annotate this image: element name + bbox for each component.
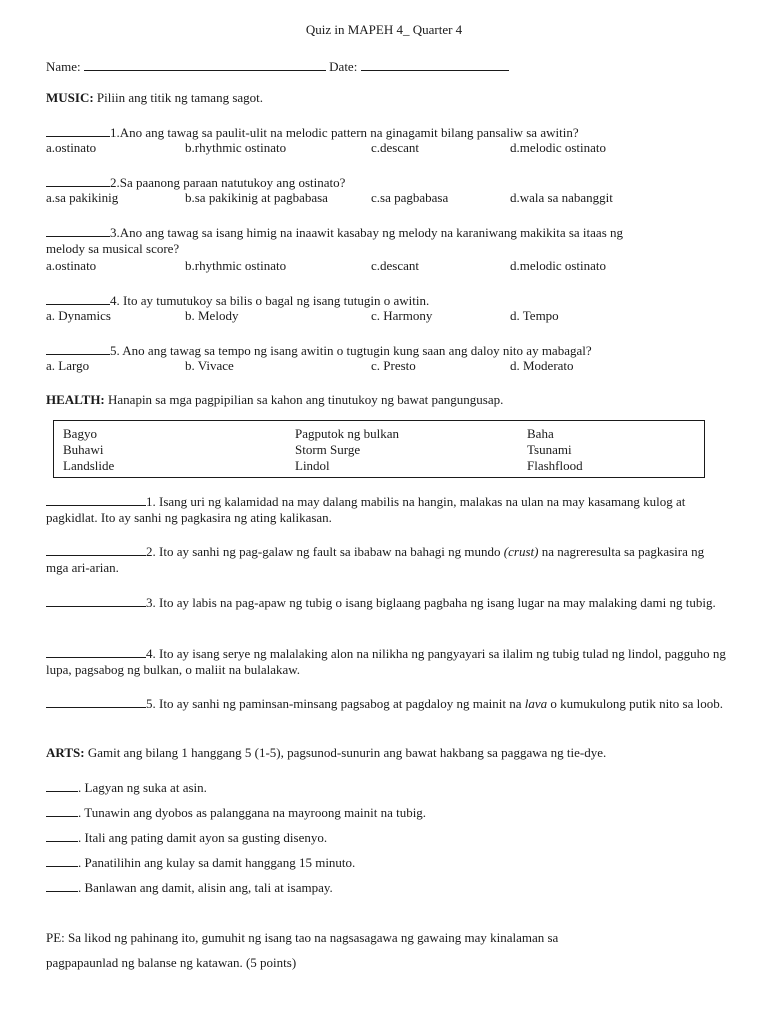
- step-text: . Lagyan ng suka at asin.: [78, 780, 207, 795]
- arts-heading: ARTS:: [46, 745, 85, 760]
- answer-blank[interactable]: [46, 342, 110, 355]
- item-text-italic: lava: [524, 696, 548, 711]
- name-date-line: [46, 58, 509, 75]
- music-question-5: [46, 342, 592, 359]
- item-text-italic: (crust): [503, 544, 539, 559]
- question-text: 1.Ano ang tawag sa paulit-ulit na melodic pattern na ginagamit bilang pansaliw sa awitin?: [110, 125, 579, 140]
- music-instruction: Piliin ang titik ng tamang sagot.: [96, 90, 264, 105]
- question-text: 4. Ito ay tumutukoy sa bilis o bagal ng isang tutugin o awitin.: [110, 293, 430, 308]
- question-text-cont: melody sa musical score?: [46, 241, 180, 256]
- pe-instruction-line-1: PE: Sa likod ng pahinang ito, gumuhit ng isang tao na nagsasagawa ng gawaing may kinalaman sa: [46, 930, 559, 945]
- item-text: o kumukulong putik nito sa loob.: [547, 696, 723, 711]
- choice: Tsunami: [527, 442, 572, 457]
- answer-blank[interactable]: [46, 292, 110, 305]
- date-label: Date:: [329, 59, 358, 74]
- option: a.sa pakikinig: [46, 190, 119, 205]
- step-text: . Panatilihin ang kulay sa damit hanggang 15 minuto.: [78, 855, 356, 870]
- health-item-3: [46, 594, 726, 611]
- option: a.ostinato: [46, 140, 97, 155]
- option: a.ostinato: [46, 258, 97, 273]
- arts-step: [46, 854, 355, 871]
- choice: Pagputok ng bulkan: [295, 426, 399, 441]
- option: d. Tempo: [510, 308, 559, 323]
- choice: Baha: [527, 426, 554, 441]
- answer-blank[interactable]: [46, 594, 146, 607]
- choice: Landslide: [63, 458, 115, 473]
- option: b. Vivace: [185, 358, 234, 373]
- question-text: 3.Ano ang tawag sa isang himig na inaawit kasabay ng melody na karaniwang makikita sa itaas ng: [110, 225, 623, 240]
- item-text: 3. Ito ay labis na pag-apaw ng tubig o isang biglaang pagbaha ng isang lugar na may malaking dami ng tubig.: [146, 595, 716, 610]
- music-question-1: [46, 124, 579, 141]
- answer-blank[interactable]: [46, 779, 78, 792]
- step-text: . Banlawan ang damit, alisin ang, tali at isampay.: [78, 880, 333, 895]
- answer-blank[interactable]: [46, 174, 110, 187]
- music-section-header: [46, 90, 263, 106]
- choice: Flashflood: [527, 458, 583, 473]
- option: c. Presto: [371, 358, 416, 373]
- item-text: 5. Ito ay sanhi ng paminsan-minsang pagsabog at pagdaloy ng mainit na: [146, 696, 525, 711]
- option: d.wala sa nabanggit: [510, 190, 613, 205]
- arts-step: [46, 829, 327, 846]
- option: c.sa pagbabasa: [371, 190, 449, 205]
- answer-blank[interactable]: [46, 124, 110, 137]
- name-label: Name:: [46, 59, 81, 74]
- arts-section-header: [46, 745, 606, 761]
- step-text: . Itali ang pating damit ayon sa gusting disenyo.: [78, 830, 328, 845]
- choice: Storm Surge: [295, 442, 361, 457]
- arts-instruction: Gamit ang bilang 1 hanggang 5 (1-5), pagsunod-sunurin ang bawat hakbang sa paggawa ng tie-dye.: [87, 745, 607, 760]
- date-field[interactable]: [361, 58, 509, 71]
- music-question-3: [46, 224, 623, 241]
- music-question-4: [46, 292, 429, 309]
- option: b.sa pakikinig at pagbabasa: [185, 190, 328, 205]
- choice: Lindol: [295, 458, 330, 473]
- option: d. Moderato: [510, 358, 574, 373]
- health-item-1: [46, 493, 726, 526]
- health-instruction: Hanapin sa mga pagpipilian sa kahon ang tinutukoy ng bawat pangungusap.: [108, 392, 504, 407]
- page-title: Quiz in MAPEH 4_ Quarter 4: [305, 22, 463, 37]
- option: c. Harmony: [371, 308, 433, 323]
- option: b.rhythmic ostinato: [185, 258, 287, 273]
- answer-blank[interactable]: [46, 804, 78, 817]
- item-text: 2. Ito ay sanhi ng pag-galaw ng fault sa ibabaw na bahagi ng mundo: [146, 544, 504, 559]
- option: a. Dynamics: [46, 308, 111, 323]
- health-heading: HEALTH:: [46, 392, 105, 407]
- option: d.melodic ostinato: [510, 140, 607, 155]
- music-question-2: [46, 174, 345, 191]
- arts-step: [46, 804, 426, 821]
- option: c.descant: [371, 258, 420, 273]
- item-text: na nagreresulta sa pagkasira ng mga ari-arian.: [46, 544, 705, 575]
- step-text: . Tunawin ang dyobos as palanggana na mayroong mainit na tubig.: [78, 805, 427, 820]
- answer-blank[interactable]: [46, 695, 146, 708]
- option: b.rhythmic ostinato: [185, 140, 287, 155]
- health-item-2: [46, 543, 726, 576]
- arts-step: [46, 879, 333, 896]
- option: c.descant: [371, 140, 420, 155]
- health-item-5: [46, 695, 726, 712]
- pe-instruction-line-2: pagpapaunlad ng balanse ng katawan. (5 points): [46, 955, 297, 970]
- answer-blank[interactable]: [46, 879, 78, 892]
- item-text: 1. Isang uri ng kalamidad na may dalang mabilis na hangin, malakas na ulan na may kasamang kulog at pagkidlat. Ito ay sanhi ng pagkasira ng ating kalikasan.: [46, 494, 686, 525]
- health-item-4: [46, 645, 726, 678]
- arts-step: [46, 779, 207, 796]
- answer-blank[interactable]: [46, 493, 146, 506]
- music-heading: MUSIC:: [46, 90, 94, 105]
- item-text: 4. Ito ay isang serye ng malalaking alon na nilikha ng pangyayari sa ilalim ng tubig tulad ng lindol, pagguho ng lupa, pagsabog ng bulkan, o maliit na bulalakaw.: [46, 646, 726, 677]
- answer-blank[interactable]: [46, 543, 146, 556]
- answer-blank[interactable]: [46, 645, 146, 658]
- option: d.melodic ostinato: [510, 258, 607, 273]
- answer-blank[interactable]: [46, 854, 78, 867]
- answer-blank[interactable]: [46, 829, 78, 842]
- health-section-header: [46, 392, 503, 408]
- option: b. Melody: [185, 308, 239, 323]
- choice: Buhawi: [63, 442, 104, 457]
- question-text: 5. Ano ang tawag sa tempo ng isang awitin o tugtugin kung saan ang daloy nito ay mabagal?: [110, 343, 592, 358]
- option: a. Largo: [46, 358, 90, 373]
- choices-box: [53, 420, 705, 478]
- name-field[interactable]: [84, 58, 326, 71]
- answer-blank[interactable]: [46, 224, 110, 237]
- question-text: 2.Sa paanong paraan natutukoy ang ostinato?: [110, 175, 346, 190]
- choice: Bagyo: [63, 426, 97, 441]
